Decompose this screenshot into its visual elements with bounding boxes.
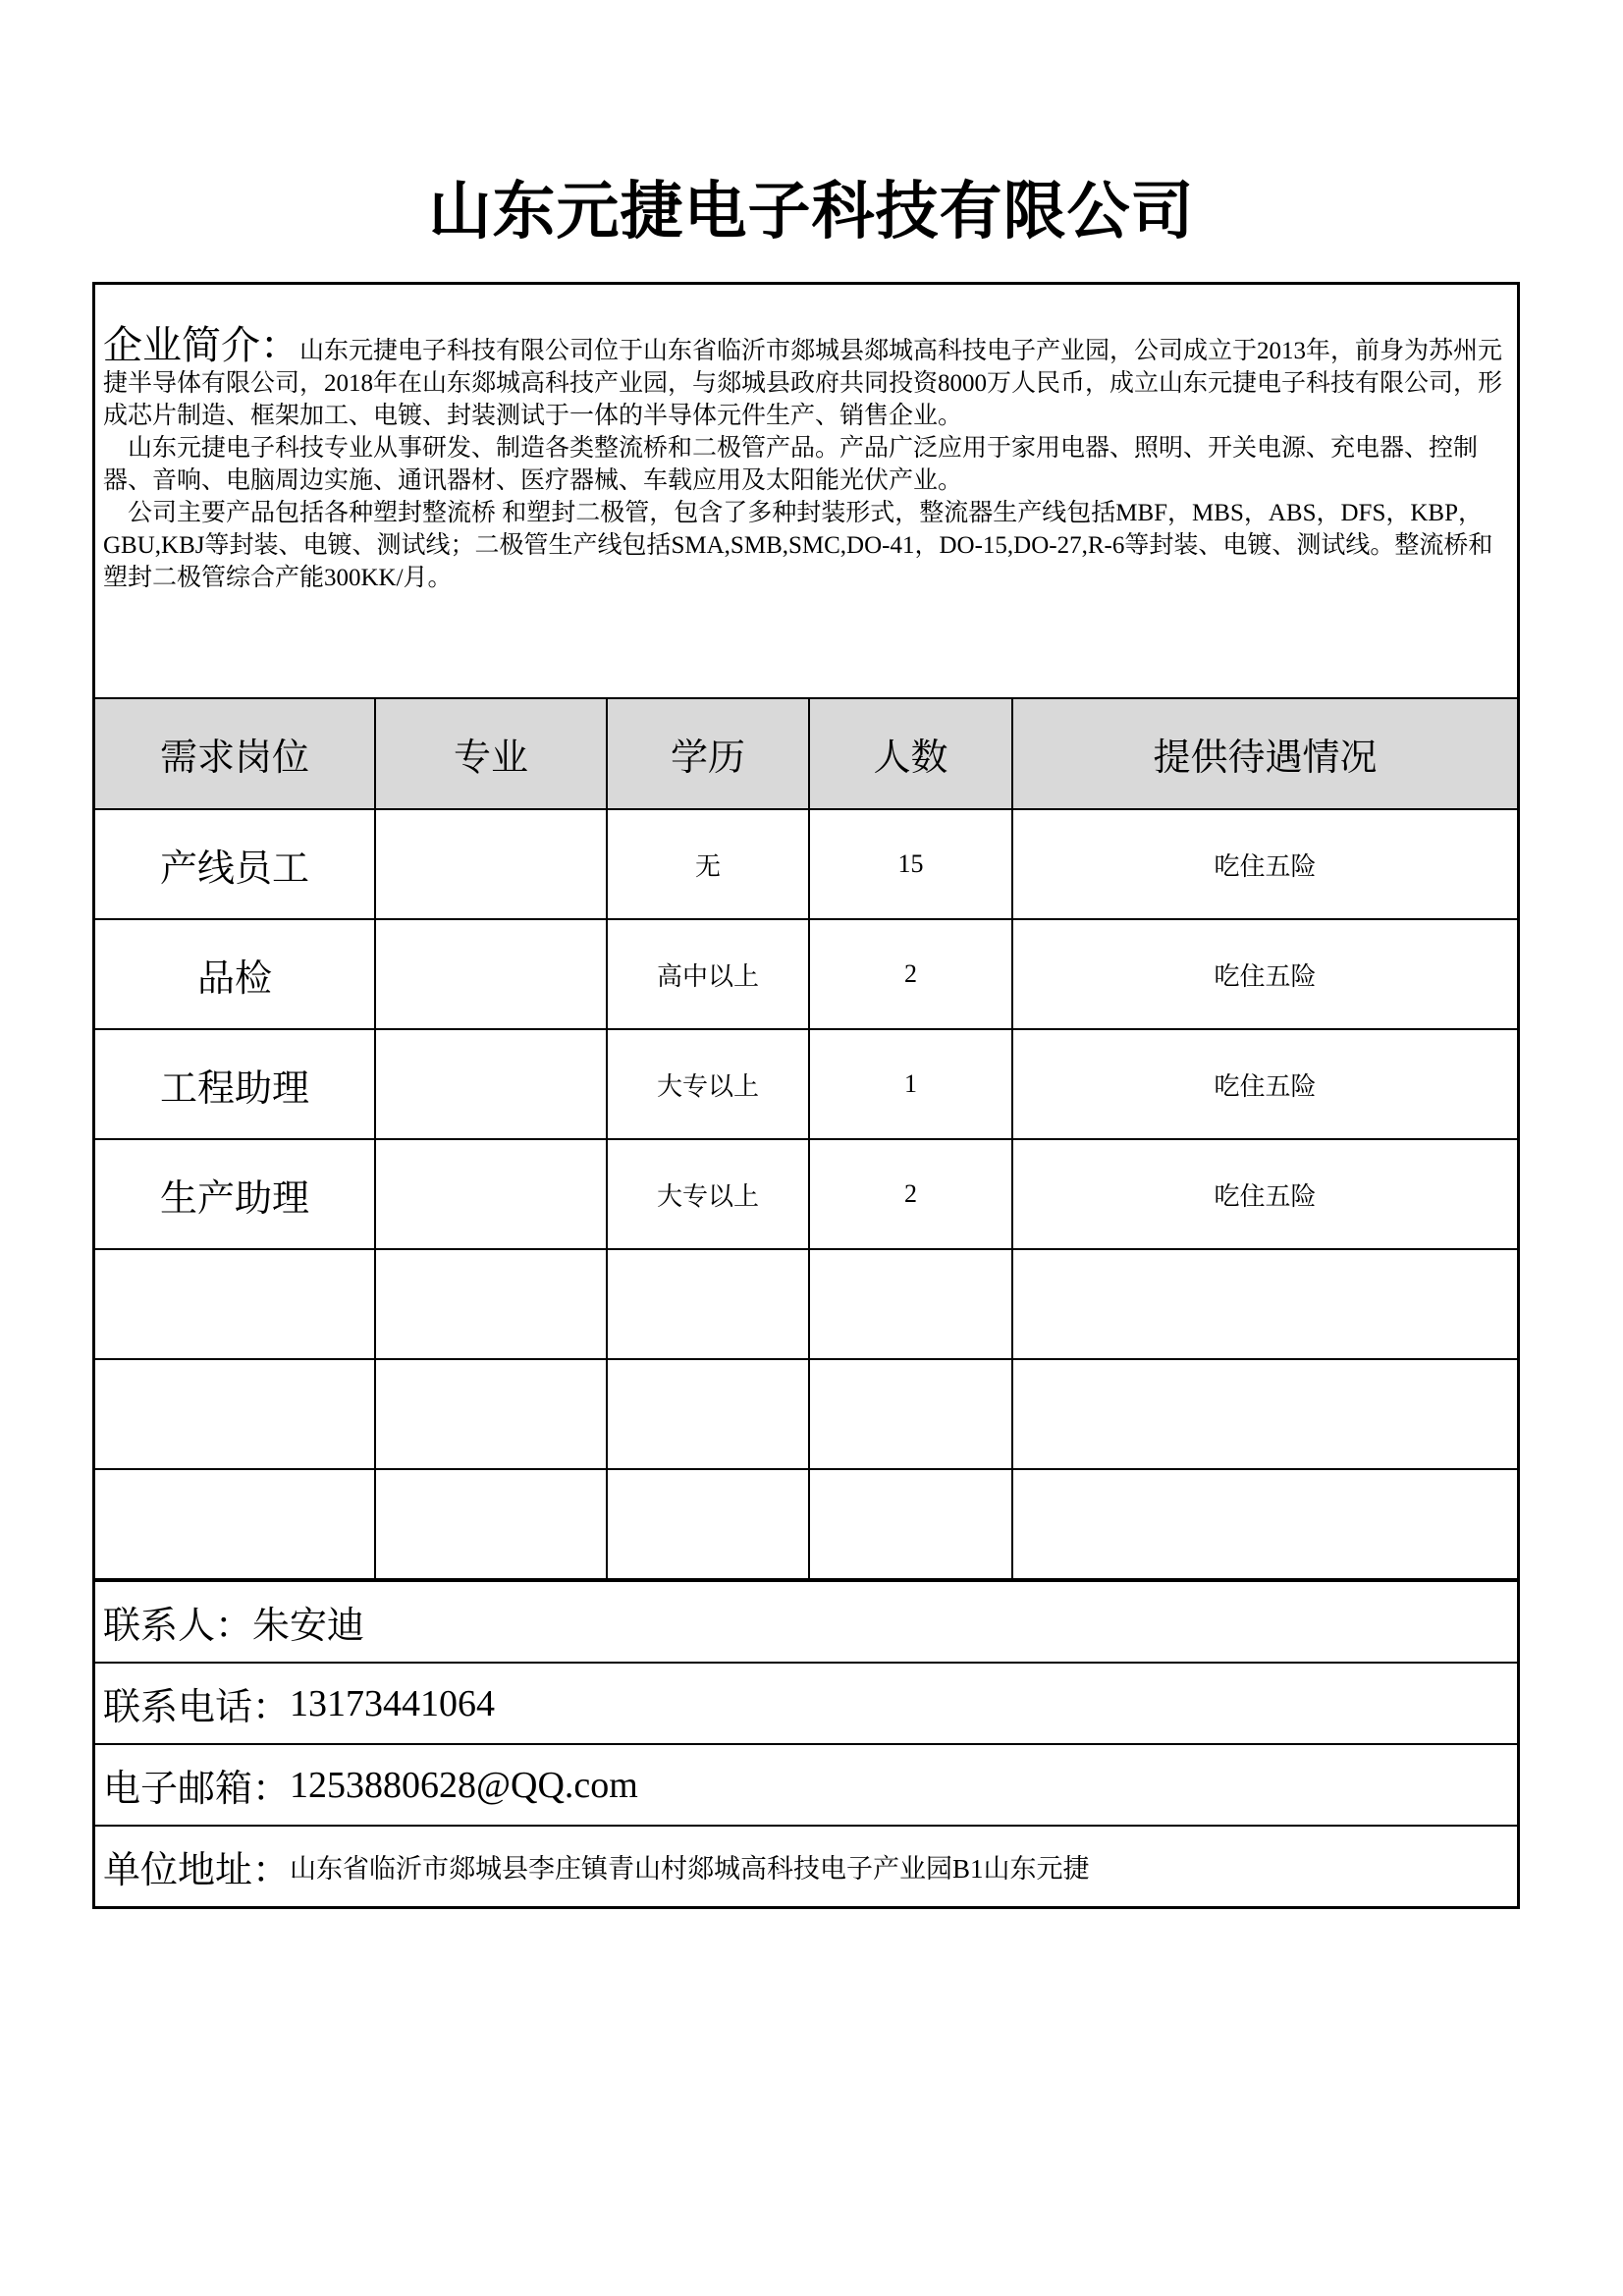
contact-address-value: 山东省临沂市郯城县李庄镇青山村郯城高科技电子产业园B1山东元捷 [290,1854,1090,1884]
cell-education [607,1249,809,1359]
header-education: 学历 [607,699,809,809]
page-title: 山东元捷电子科技有限公司 [428,175,1195,248]
intro-label: 企业简介： [103,323,299,367]
cell-position: 产线员工 [95,809,375,919]
cell-position: 生产助理 [95,1139,375,1249]
cell-position: 工程助理 [95,1029,375,1139]
table-header-row [95,699,1517,809]
cell-benefits [1012,1359,1517,1469]
table-row-empty [95,1359,1517,1469]
cell-major [375,1249,607,1359]
jobs-table [95,699,1517,1580]
table-row [95,809,1517,919]
cell-major [375,919,607,1029]
cell-benefits: 吃住五险 [1012,1139,1517,1249]
contact-email-value: 1253880628@QQ.com [290,1764,638,1806]
cell-education [607,1359,809,1469]
intro-paragraph-3: 公司主要产品包括各种塑封整流桥 和塑封二极管，包含了多种封装形式，整流器生产线包括MBF，MBS，ABS，DFS，KBP，GBU,KBJ等封装、电镀、测试线；二极管生产线包括SMA,SMB,SMC,DO-41，DO-15,DO-27,R-6等封装、电镀、测试线。整流桥和塑封二极管综合产能300KK/月。 [103,500,1493,591]
cell-count: 1 [809,1029,1012,1139]
contact-phone-label: 联系电话： [103,1687,291,1728]
contact-email-label: 电子邮箱： [103,1769,291,1810]
header-position: 需求岗位 [95,699,375,809]
cell-major [375,1359,607,1469]
company-intro [95,285,1517,699]
contact-email-row [95,1743,1517,1825]
table-row-empty [95,1469,1517,1579]
cell-benefits [1012,1249,1517,1359]
cell-count [809,1469,1012,1579]
contact-person-row [95,1580,1517,1662]
cell-position: 品检 [95,919,375,1029]
cell-position [95,1359,375,1469]
contact-phone-value: 13173441064 [290,1682,496,1724]
cell-count [809,1359,1012,1469]
cell-benefits: 吃住五险 [1012,809,1517,919]
contact-address-row [95,1825,1517,1906]
recruitment-sheet [92,282,1520,1909]
cell-education: 大专以上 [607,1029,809,1139]
cell-count: 15 [809,809,1012,919]
intro-paragraph-2: 山东元捷电子科技专业从事研发、制造各类整流桥和二极管产品。产品广泛应用于家用电器、照明、开关电源、充电器、控制器、音响、电脑周边实施、通讯器材、医疗器械、车载应用及太阳能光伏产业。 [103,435,1479,494]
cell-benefits [1012,1469,1517,1579]
cell-education [607,1469,809,1579]
cell-count [809,1249,1012,1359]
intro-paragraph-1: 山东元捷电子科技有限公司位于山东省临沂市郯城县郯城高科技电子产业园，公司成立于2013年，前身为苏州元捷半导体有限公司，2018年在山东郯城高科技产业园，与郯城县政府共同投资8000万人民币，成立山东元捷电子科技有限公司，形成芯片制造、框架加工、电镀、封装测试于一体的半导体元件生产、销售企业。 [103,338,1503,429]
cell-benefits: 吃住五险 [1012,1029,1517,1139]
cell-position [95,1249,375,1359]
cell-count: 2 [809,919,1012,1029]
table-row [95,919,1517,1029]
table-row-empty [95,1249,1517,1359]
cell-education: 无 [607,809,809,919]
cell-count: 2 [809,1139,1012,1249]
contact-person-value: 朱安迪 [252,1606,365,1647]
header-count: 人数 [809,699,1012,809]
cell-position [95,1469,375,1579]
header-benefits: 提供待遇情况 [1012,699,1517,809]
cell-education: 高中以上 [607,919,809,1029]
contact-address-label: 单位地址： [103,1850,291,1891]
table-row [95,1139,1517,1249]
cell-major [375,809,607,919]
header-major: 专业 [375,699,607,809]
table-row [95,1029,1517,1139]
contact-person-label: 联系人： [103,1606,253,1647]
contact-phone-row [95,1662,1517,1743]
cell-major [375,1469,607,1579]
cell-benefits: 吃住五险 [1012,919,1517,1029]
cell-major [375,1139,607,1249]
cell-education: 大专以上 [607,1139,809,1249]
cell-major [375,1029,607,1139]
